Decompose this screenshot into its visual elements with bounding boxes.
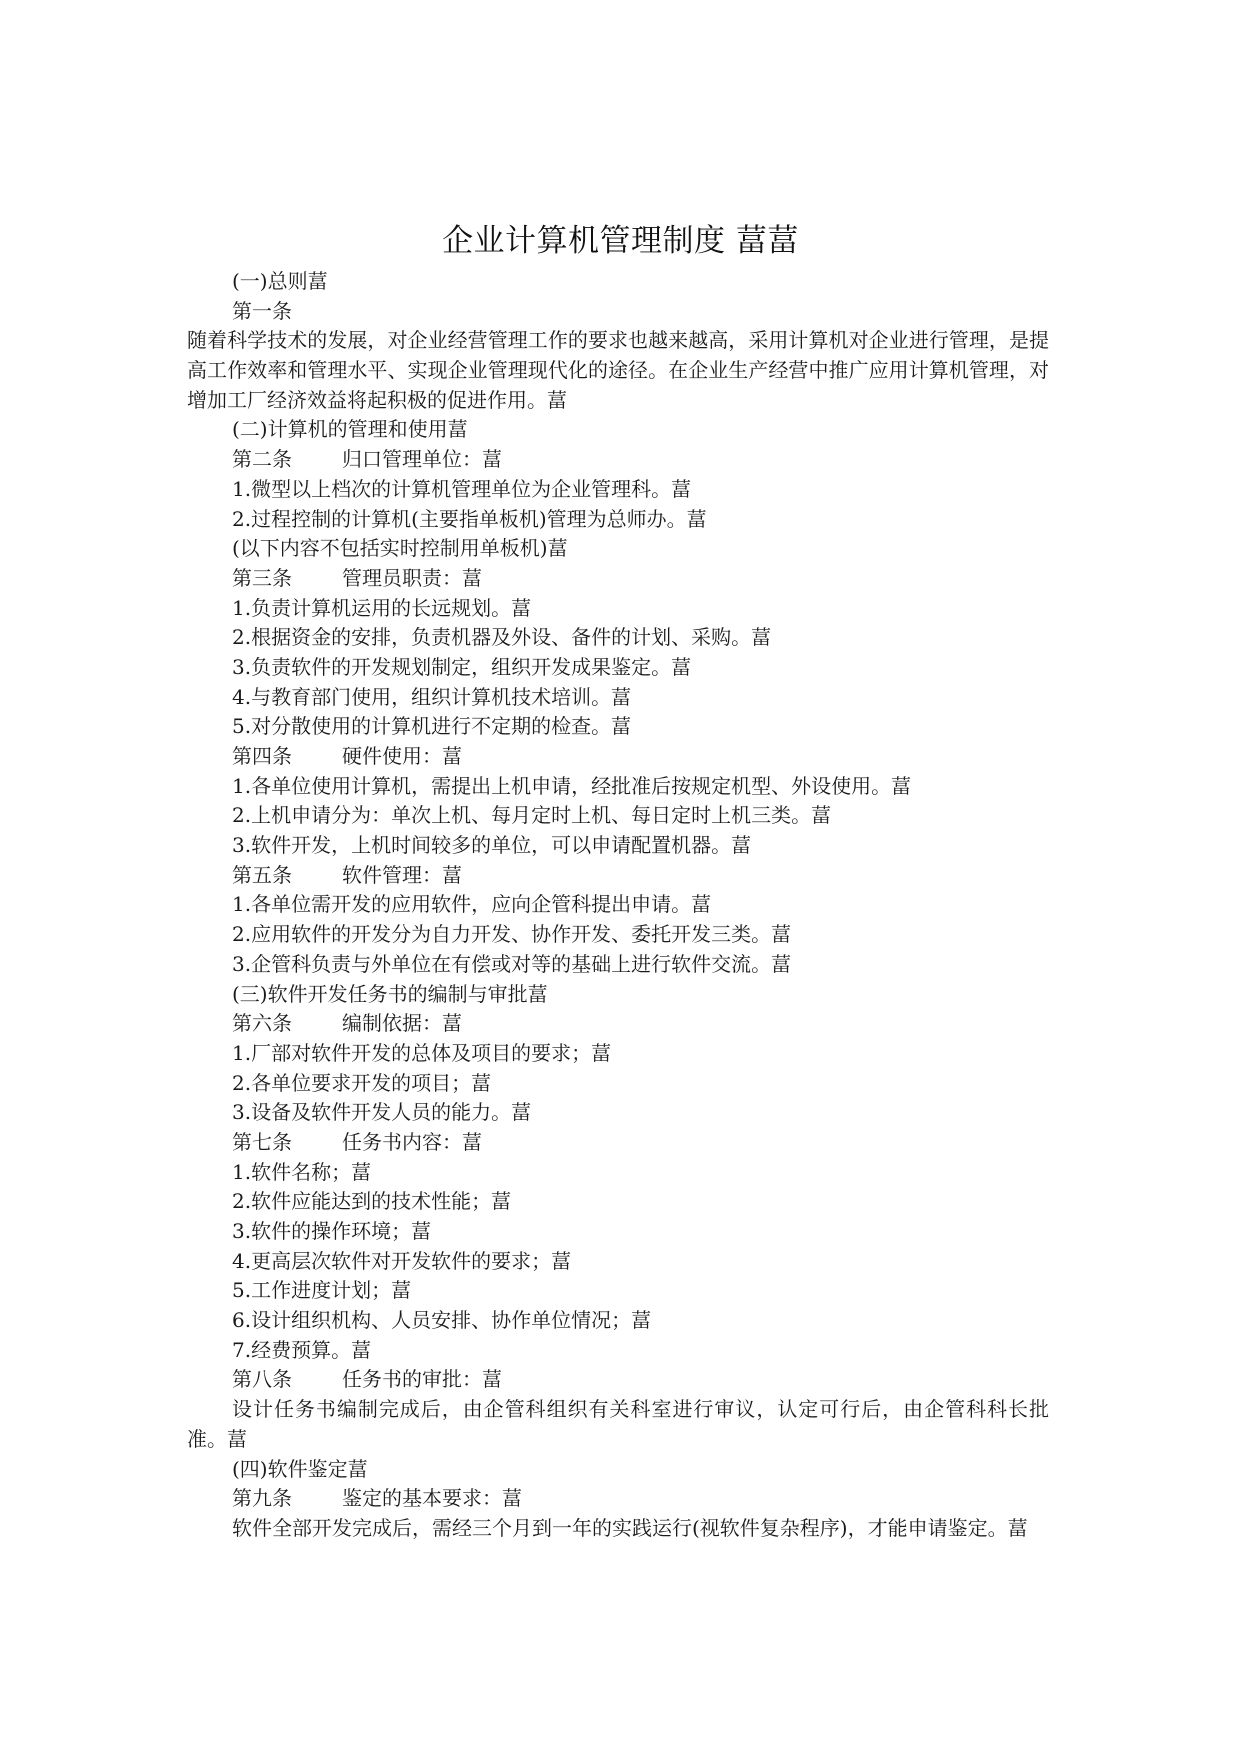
list-item: 2.应用软件的开发分为自力开发、协作开发、委托开发三类。葍 [232,922,792,947]
list-item: 2.各单位要求开发的项目；葍 [232,1070,492,1095]
article-title: 任务书的审批：葍 [342,1367,502,1392]
list-item: 4.与教育部门使用，组织计算机技术培训。葍 [232,684,632,709]
article-9-heading [187,1484,1049,1514]
list-item: 1.各单位需开发的应用软件，应向企管科提出申请。葍 [232,892,712,917]
article-8-heading [187,1365,1049,1395]
list-item: 2.上机申请分为：单次上机、每月定时上机、每日定时上机三类。葍 [232,803,832,828]
list-item: 2.根据资金的安排，负责机器及外设、备件的计划、采购。葍 [232,625,772,650]
article-1-paragraph: 随着科学技术的发展，对企业经营管理工作的要求也越来越高，采用计算机对企业进行管理，是提高工作效率和管理水平、实现企业管理现代化的途径。在企业生产经营中推广应用计算机管理，对增加工厂经济效益将起积极的促进作用。葍 [187,328,1049,412]
article-7-heading [187,1128,1049,1158]
list-item: 3.负责软件的开发规划制定，组织开发成果鉴定。葍 [232,654,692,679]
article-8-paragraph: 设计任务书编制完成后，由企管科组织有关科室进行审议，认定可行后，由企管科科长批准。葍 [187,1397,1049,1451]
article-number: 第九条 [232,1486,292,1511]
article-title: 任务书内容：葍 [342,1129,482,1154]
section-heading-1: (一)总则葍 [232,269,328,293]
list-item: 1.微型以上档次的计算机管理单位为企业管理科。葍 [232,476,692,501]
list-item: 2.过程控制的计算机(主要指单板机)管理为总师办。葍 [232,506,707,531]
list-item: 5.对分散使用的计算机进行不定期的检查。葍 [232,714,632,739]
article-3-heading [187,564,1049,594]
list-item: 7.经费预算。葍 [232,1337,372,1362]
list-item: 1.各单位使用计算机，需提出上机申请，经批准后按规定机型、外设使用。葍 [232,773,912,798]
document-body [187,267,1049,1544]
article-title: 管理员职责：葍 [342,565,482,590]
article-1-heading: 第一条 [232,298,292,323]
article-2-heading [187,445,1049,475]
article-number: 第五条 [232,862,292,887]
article-title: 硬件使用：葍 [342,744,462,769]
list-item: 1.负责计算机运用的长远规划。葍 [232,595,532,620]
list-item: 3.设备及软件开发人员的能力。葍 [232,1100,532,1125]
list-item: 3.软件开发，上机时间较多的单位，可以申请配置机器。葍 [232,833,752,858]
article-title: 归口管理单位：葍 [342,447,502,472]
article-number: 第三条 [232,565,292,590]
list-item: 1.软件名称；葍 [232,1159,372,1184]
note-line: (以下内容不包括实时控制用单板机)葍 [232,536,568,561]
article-9-paragraph: 软件全部开发完成后，需经三个月到一年的实践运行(视软件复杂程序)，才能申请鉴定。葍 [232,1515,1028,1540]
section-heading-4: (四)软件鉴定葍 [232,1456,368,1481]
list-item: 3.软件的操作环境；葍 [232,1219,432,1244]
section-heading-2: (二)计算机的管理和使用葍 [232,417,468,442]
article-number: 第六条 [232,1011,292,1036]
article-title: 编制依据：葍 [342,1011,462,1036]
section-heading-3: (三)软件开发任务书的编制与审批葍 [232,981,548,1006]
list-item: 5.工作进度计划；葍 [232,1278,412,1303]
article-number: 第八条 [232,1367,292,1392]
document-title: 企业计算机管理制度 葍葍 [442,223,799,259]
article-title: 鉴定的基本要求：葍 [342,1486,522,1511]
list-item: 6.设计组织机构、人员安排、协作单位情况；葍 [232,1308,652,1333]
list-item: 2.软件应能达到的技术性能；葍 [232,1189,512,1214]
list-item: 4.更高层次软件对开发软件的要求；葍 [232,1248,572,1273]
article-number: 第四条 [232,744,292,769]
article-6-heading [187,1009,1049,1039]
list-item: 3.企管科负责与外单位在有偿或对等的基础上进行软件交流。葍 [232,951,792,976]
article-number: 第七条 [232,1129,292,1154]
article-4-heading [187,742,1049,772]
article-title: 软件管理：葍 [342,862,462,887]
article-5-heading [187,861,1049,891]
list-item: 1.厂部对软件开发的总体及项目的要求；葍 [232,1040,612,1065]
article-number: 第二条 [232,447,292,472]
